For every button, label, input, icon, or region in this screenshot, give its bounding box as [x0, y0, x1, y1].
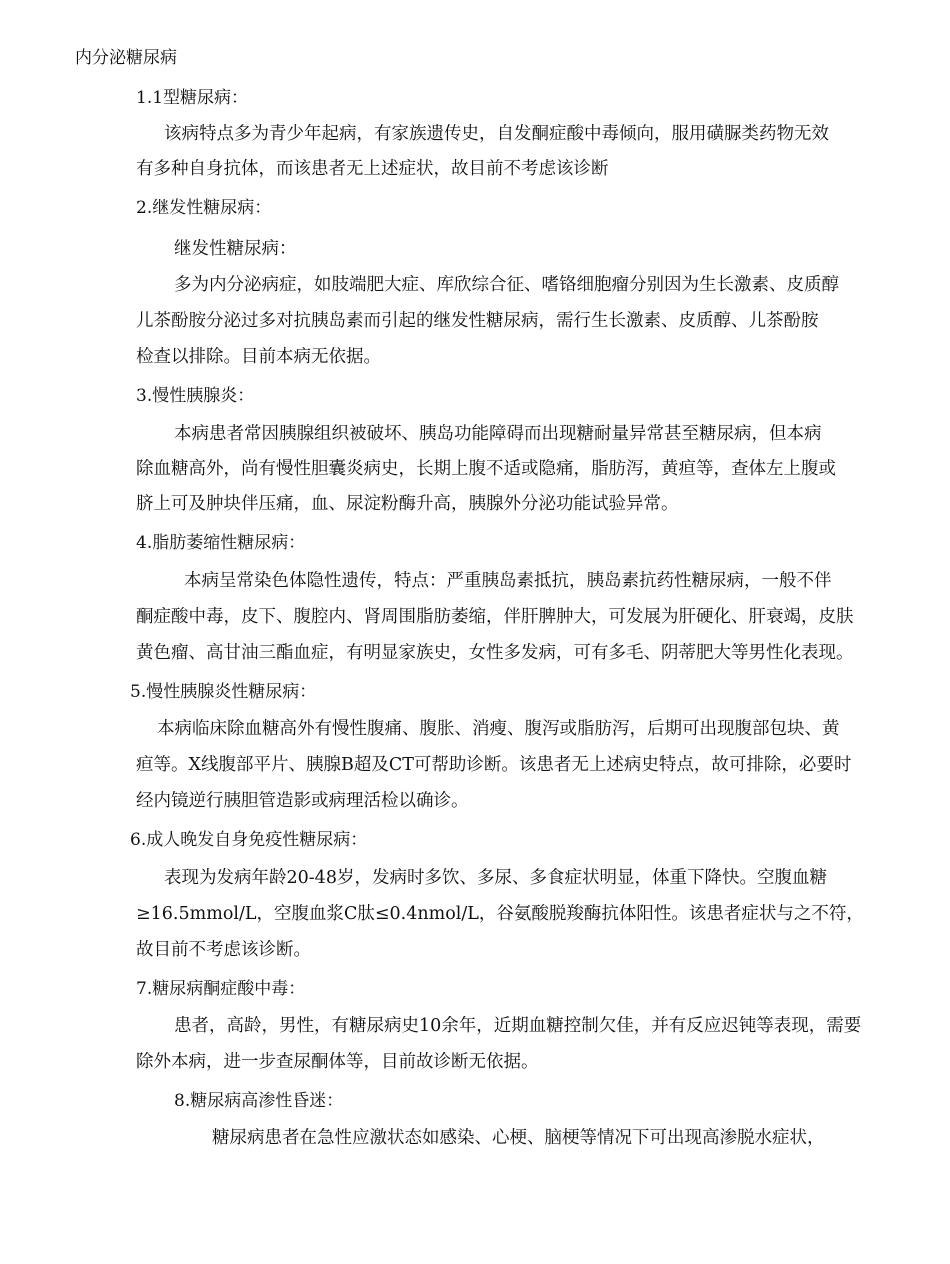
section-heading-6: 6.成人晚发自身免疫性糖尿病： [130, 830, 368, 850]
section-heading-1: 1.1型糖尿病： [136, 88, 249, 108]
section-2-line-4: 检查以排除。目前本病无依据。 [136, 347, 381, 367]
section-5-line-2: 疸等。X线腹部平片、胰腺B超及CT可帮助诊断。该患者无上述病史特点，故可排除，必要时 [136, 755, 852, 775]
section-2-line-2: 多为内分泌病症，如肢端肥大症、库欣综合征、嗜铬细胞瘤分别因为生长激素、皮质醇 [174, 275, 839, 295]
section-1-line-1: 该病特点多为青少年起病，有家族遗传史，自发酮症酸中毒倾向，服用磺脲类药物无效 [164, 124, 829, 144]
section-8-line-1: 糖尿病患者在急性应激状态如感染、心梗、脑梗等情况下可出现高渗脱水症状， [212, 1128, 825, 1148]
section-6-line-1: 表现为发病年龄20-48岁，发病时多饮、多尿、多食症状明显，体重下降快。空腹血糖 [164, 868, 827, 888]
section-3-line-3: 脐上可及肿块伴压痛，血、尿淀粉酶升高，胰腺外分泌功能试验异常。 [136, 494, 679, 514]
section-heading-3: 3.慢性胰腺炎： [136, 386, 255, 406]
section-4-line-2: 酮症酸中毒，皮下、腹腔内、肾周围脂肪萎缩，伴肝脾肿大，可发展为肝硬化、肝衰竭，皮肤 [136, 607, 854, 627]
section-2-line-1: 继发性糖尿病： [174, 239, 297, 259]
section-6-line-3: 故目前不考虑该诊断。 [136, 940, 311, 960]
section-1-line-2: 有多种自身抗体，而该患者无上述症状，故目前不考虑该诊断 [136, 159, 609, 179]
section-3-line-1: 本病患者常因胰腺组织被破坏、胰岛功能障碍而出现糖耐量异常甚至糖尿病，但本病 [174, 424, 822, 444]
section-heading-7: 7.糖尿病酮症酸中毒： [136, 979, 306, 999]
section-heading-2: 2.继发性糖尿病： [136, 198, 272, 218]
section-heading-5: 5.慢性胰腺炎性糖尿病： [130, 682, 317, 702]
section-6-line-2: ≥16.5mmol/L，空腹血浆C肽≤0.4nmol/L，谷氨酸脱羧酶抗体阳性。该患者症状与之不符， [136, 904, 864, 924]
section-5-line-3: 经内镜逆行胰胆管造影或病理活检以确诊。 [136, 791, 469, 811]
section-heading-4: 4.脂肪萎缩性糖尿病： [136, 533, 306, 553]
document-title: 内分泌糖尿病 [75, 48, 177, 68]
section-7-line-2: 除外本病，进一步查尿酮体等，目前故诊断无依据。 [136, 1052, 539, 1072]
section-4-line-3: 黄色瘤、高甘油三酯血症，有明显家族史，女性多发病，可有多毛、阴蒂肥大等男性化表现。 [136, 643, 854, 663]
section-3-line-2: 除血糖高外，尚有慢性胆囊炎病史，长期上腹不适或隐痛，脂肪泻，黄疸等，查体左上腹或 [136, 459, 836, 479]
section-5-line-1: 本病临床除血糖高外有慢性腹痛、腹胀、消瘦、腹泻或脂肪泻，后期可出现腹部包块、黄 [157, 719, 840, 739]
section-7-line-1: 患者，高龄，男性，有糖尿病史10余年，近期血糖控制欠佳，并有反应迟钝等表现，需要 [174, 1016, 862, 1036]
section-2-line-3: 儿茶酚胺分泌过多对抗胰岛素而引起的继发性糖尿病，需行生长激素、皮质醇、儿茶酚胺 [136, 311, 819, 331]
section-4-line-1: 本病呈常染色体隐性遗传，特点：严重胰岛素抵抗，胰岛素抗药性糖尿病，一般不伴 [184, 571, 832, 591]
section-heading-8: 8.糖尿病高渗性昏迷： [174, 1091, 344, 1111]
